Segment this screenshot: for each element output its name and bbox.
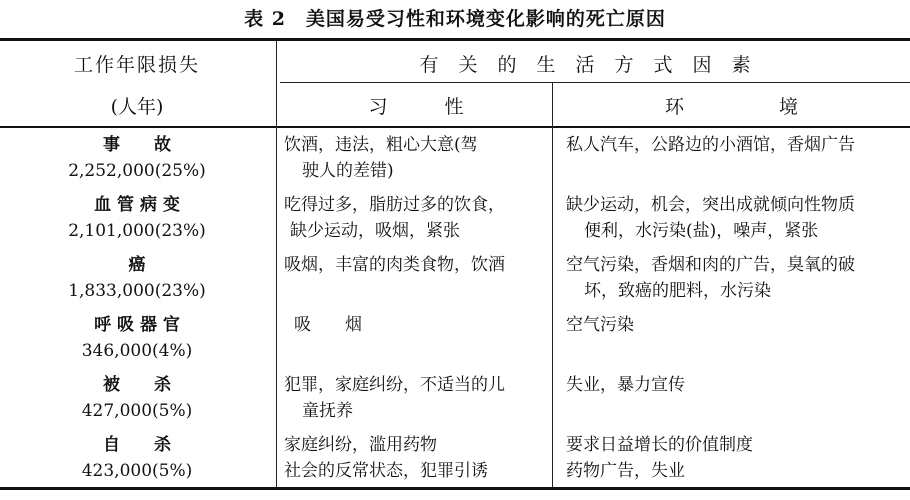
col-header-lifestyle-factors: 有关的生活方式因素 bbox=[419, 54, 771, 76]
habit-text: 吸烟，丰富的肉类食物，饮酒 bbox=[284, 255, 505, 275]
cause-label: 事 故 bbox=[103, 135, 171, 155]
habit-text: 社会的反常状态，犯罪引诱 bbox=[284, 461, 488, 481]
cause-label: 癌 bbox=[128, 255, 146, 275]
col-header-loss-unit: (人年) bbox=[110, 96, 164, 118]
loss-value: 423,000(5%) bbox=[81, 461, 193, 481]
loss-value: 1,833,000(23%) bbox=[68, 281, 206, 301]
col-header-habit: 习 性 bbox=[368, 96, 464, 118]
environment-text: 空气污染 bbox=[566, 315, 634, 335]
top-rule bbox=[0, 38, 910, 41]
environment-text: 便利，水污染(盐)，噪声，紧张 bbox=[584, 221, 819, 241]
loss-value: 427,000(5%) bbox=[81, 401, 193, 421]
cause-label: 呼 吸 器 官 bbox=[94, 315, 180, 335]
habit-text: 饮酒，违法，粗心大意(驾 bbox=[284, 135, 478, 155]
environment-text: 要求日益增长的价值制度 bbox=[566, 435, 753, 455]
col-header-loss: 工作年限损失 bbox=[73, 54, 200, 76]
column-divider-1 bbox=[276, 41, 277, 487]
environment-text: 空气污染，香烟和肉的广告，臭氧的破 bbox=[566, 255, 855, 275]
habit-text: 缺少运动，吸烟，紧张 bbox=[290, 221, 460, 241]
habit-text: 吸 烟 bbox=[294, 315, 362, 335]
loss-value: 2,101,000(23%) bbox=[68, 221, 206, 241]
habit-text: 家庭纠纷，滥用药物 bbox=[284, 435, 437, 455]
loss-value: 2,252,000(25%) bbox=[68, 161, 206, 181]
cause-label: 自 杀 bbox=[103, 435, 171, 455]
habit-text: 童抚养 bbox=[302, 401, 353, 421]
habit-text: 犯罪，家庭纠纷，不适当的儿 bbox=[284, 375, 505, 395]
subheader-rule bbox=[280, 82, 910, 83]
header-rule bbox=[0, 126, 910, 128]
column-divider-2 bbox=[552, 83, 553, 487]
loss-value: 346,000(4%) bbox=[81, 341, 193, 361]
environment-text: 坏，致癌的肥料，水污染 bbox=[584, 281, 771, 301]
cause-label: 血 管 病 变 bbox=[94, 195, 180, 215]
environment-text: 缺少运动，机会，突出成就倾向性物质 bbox=[566, 195, 855, 215]
bottom-rule bbox=[0, 487, 910, 490]
habit-text: 驶人的差错) bbox=[302, 161, 394, 181]
cause-label: 被 杀 bbox=[103, 375, 171, 395]
habit-text: 吃得过多，脂肪过多的饮食， bbox=[284, 195, 505, 215]
environment-text: 私人汽车，公路边的小酒馆，香烟广告 bbox=[566, 135, 855, 155]
environment-text: 失业，暴力宣传 bbox=[566, 375, 685, 395]
environment-text: 药物广告，失业 bbox=[566, 461, 685, 481]
col-header-environment: 环 境 bbox=[664, 96, 798, 118]
table-title: 表 2 美国易受习性和环境变化影响的死亡原因 bbox=[244, 8, 666, 30]
